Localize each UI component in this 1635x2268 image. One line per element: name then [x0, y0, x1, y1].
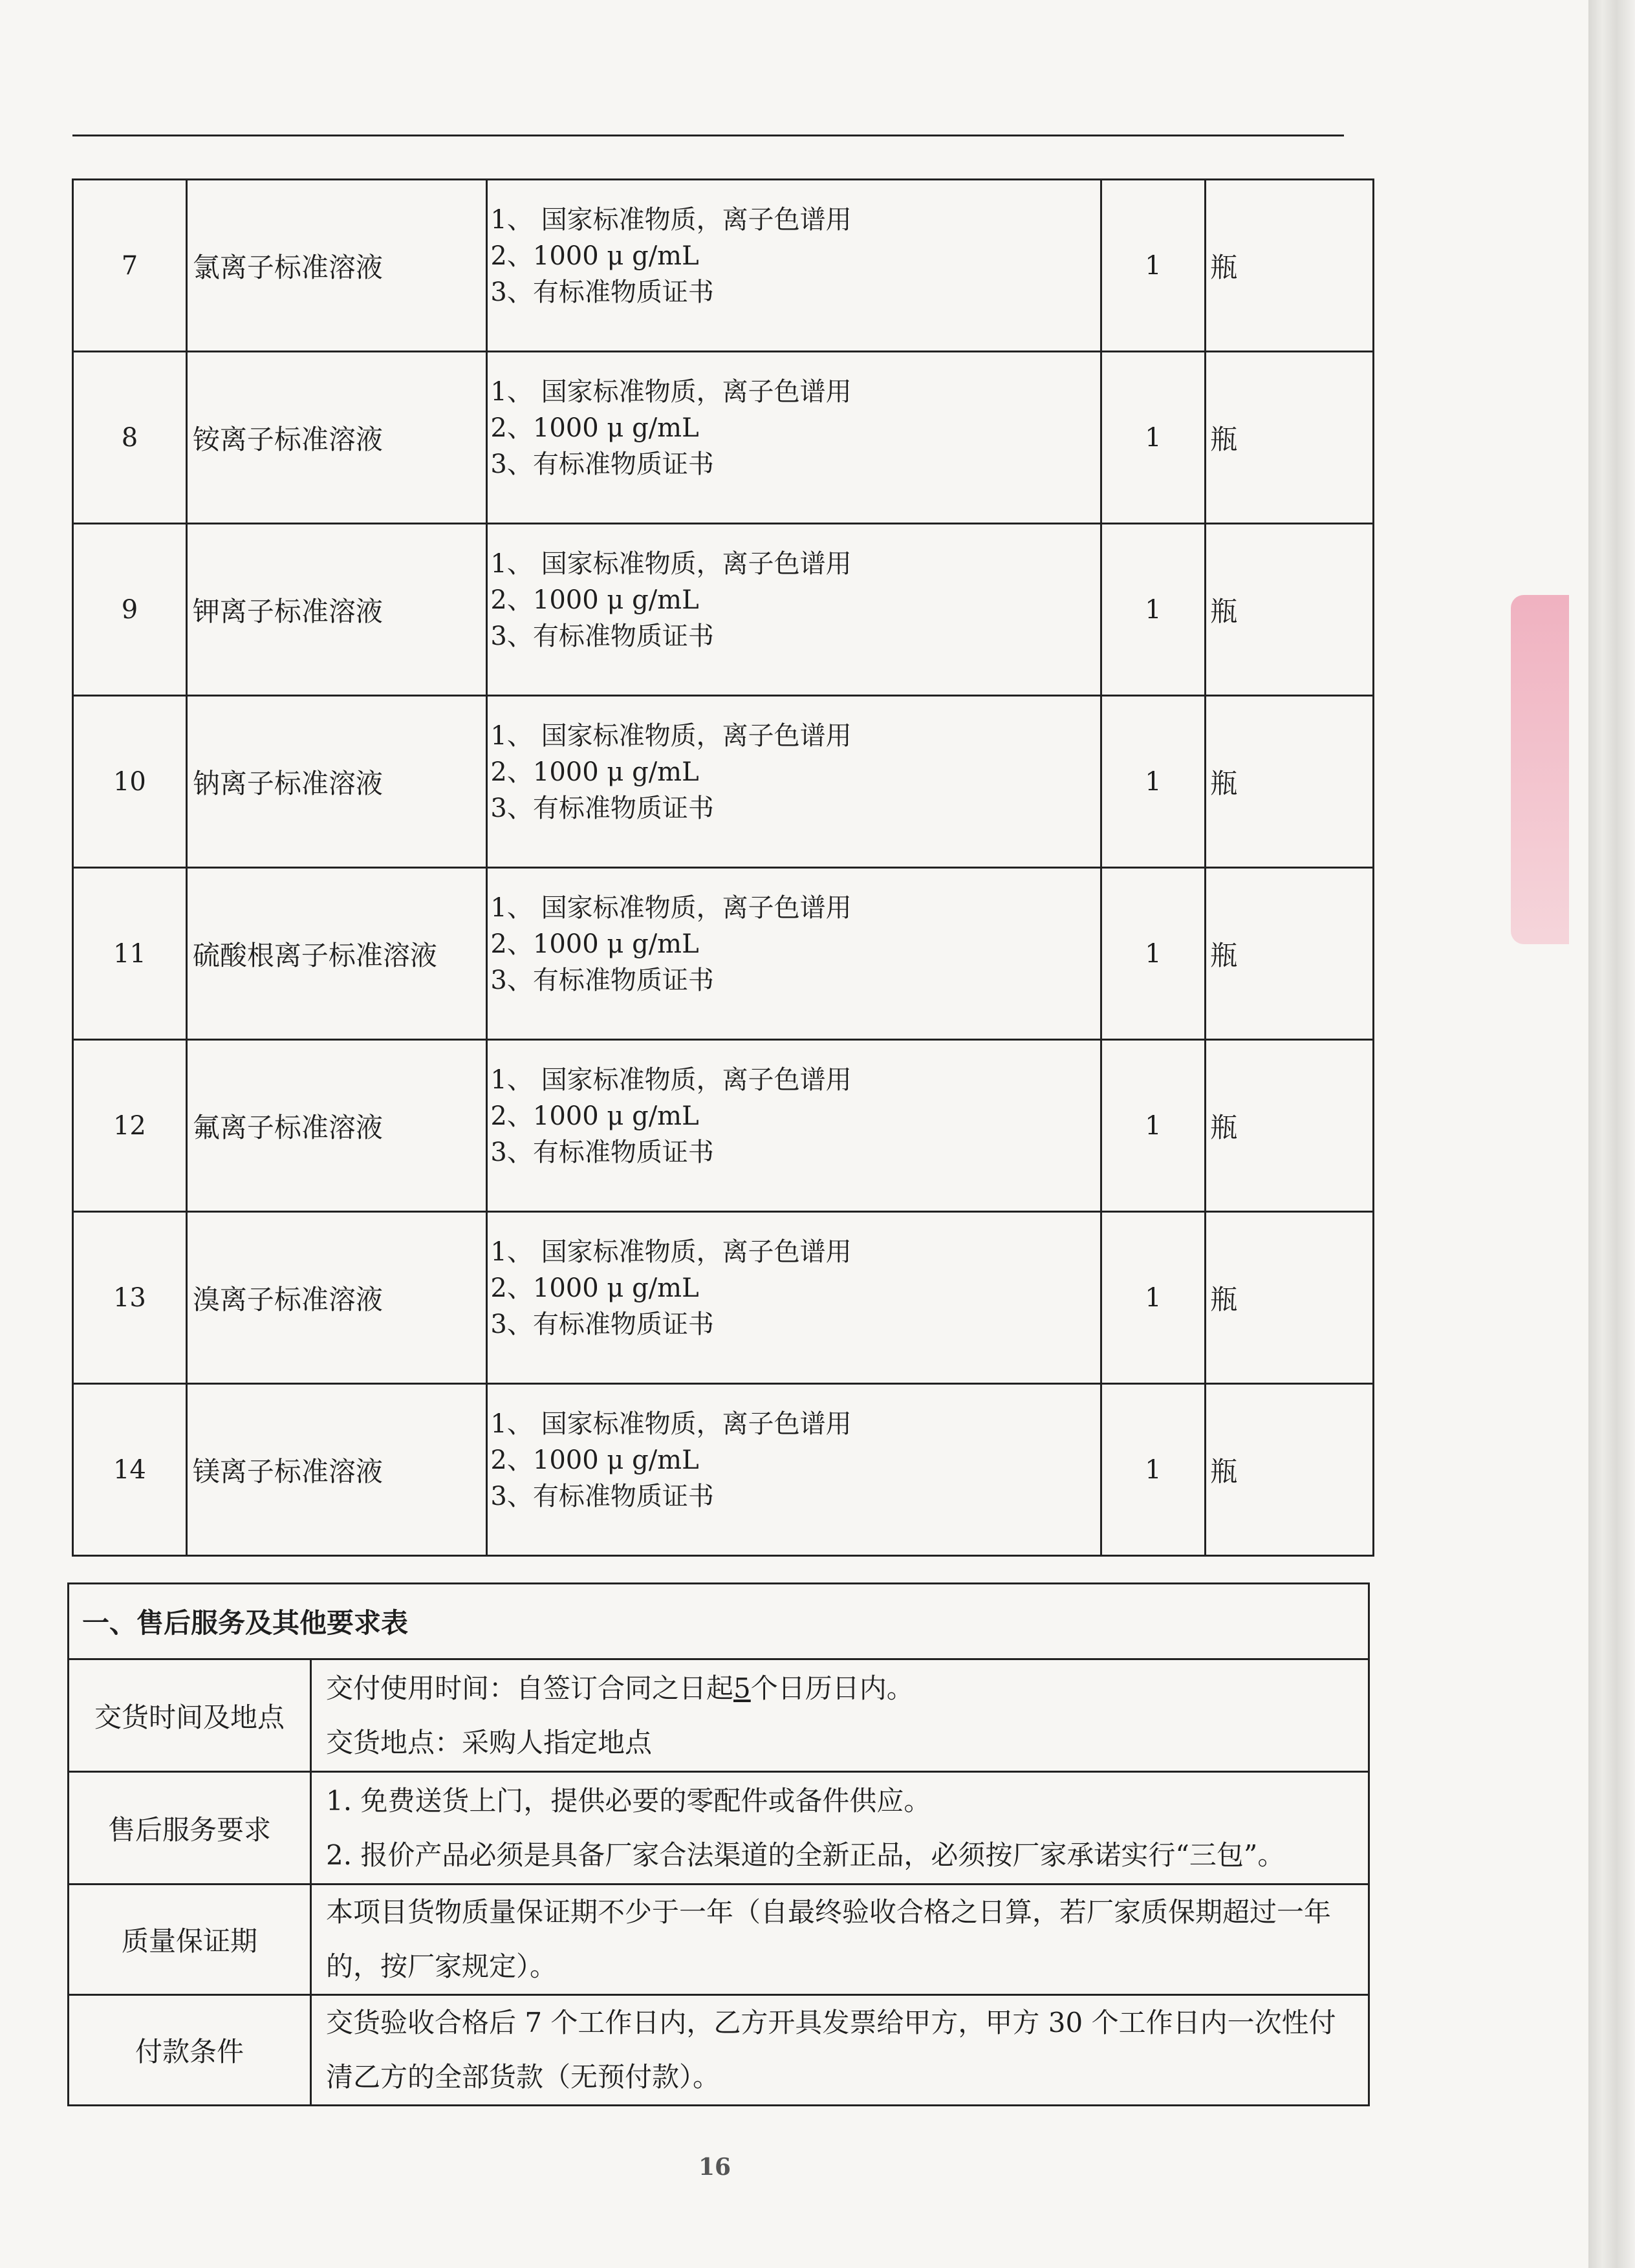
item-quantity: 1	[1101, 1212, 1206, 1384]
item-spec-line: 1、 国家标准物质，离子色谱用	[490, 1237, 852, 1267]
item-spec-line: 3、有标准物质证书	[490, 1309, 714, 1339]
item-spec-line: 1、 国家标准物质，离子色谱用	[490, 548, 852, 579]
item-table	[72, 178, 1374, 1557]
delivery-label: 交货时间及地点	[69, 1659, 311, 1772]
page-edge	[1588, 0, 1635, 2268]
item-spec-line: 1、 国家标准物质，离子色谱用	[490, 1064, 852, 1095]
item-spec	[487, 696, 1101, 868]
item-number: 14	[73, 1384, 187, 1556]
item-spec	[487, 180, 1101, 352]
red-seal-stamp	[1511, 595, 1569, 944]
item-name: 钾离子标准溶液	[186, 524, 487, 696]
item-name: 铵离子标准溶液	[186, 352, 487, 524]
item-spec-line: 3、有标准物质证书	[490, 621, 714, 651]
item-number: 13	[73, 1212, 187, 1384]
item-spec-line: 3、有标准物质证书	[490, 449, 714, 479]
item-spec-line: 3、有标准物质证书	[490, 1137, 714, 1167]
item-spec	[487, 1040, 1101, 1212]
payment-label: 付款条件	[69, 1995, 311, 2106]
item-spec-line: 2、1000 μ g/mL	[490, 1273, 699, 1303]
item-quantity: 1	[1101, 868, 1206, 1040]
item-spec-line: 2、1000 μ g/mL	[490, 929, 699, 959]
item-spec-line: 3、有标准物质证书	[490, 793, 714, 823]
item-number: 11	[73, 868, 187, 1040]
item-row	[73, 524, 1374, 696]
item-unit: 瓶	[1206, 524, 1374, 696]
header-rule	[72, 135, 1344, 136]
item-row	[73, 696, 1374, 868]
item-row	[73, 1212, 1374, 1384]
item-spec-line: 3、有标准物质证书	[490, 965, 714, 995]
item-spec-line: 1、 国家标准物质，离子色谱用	[490, 720, 852, 751]
delivery-value	[311, 1659, 1369, 1772]
item-spec-line: 2、1000 μ g/mL	[490, 1445, 699, 1475]
item-row	[73, 1384, 1374, 1556]
item-spec-line: 3、有标准物质证书	[490, 277, 714, 307]
item-unit: 瓶	[1206, 352, 1374, 524]
item-row	[73, 352, 1374, 524]
item-spec-line: 3、有标准物质证书	[490, 1481, 714, 1511]
delivery-time-line: 交付使用时间：自签订合同之日起5个日历日内。	[326, 1672, 914, 1704]
item-name: 溴离子标准溶液	[186, 1212, 487, 1384]
item-name: 硫酸根离子标准溶液	[186, 868, 487, 1040]
item-spec-line: 1、 国家标准物质，离子色谱用	[490, 1409, 852, 1439]
item-spec	[487, 1212, 1101, 1384]
item-number: 8	[73, 352, 187, 524]
item-number: 12	[73, 1040, 187, 1212]
item-number: 9	[73, 524, 187, 696]
item-row	[73, 868, 1374, 1040]
delivery-days: 5	[733, 1672, 751, 1704]
item-row	[73, 180, 1374, 352]
item-row	[73, 1040, 1374, 1212]
item-spec-line: 1、 国家标准物质，离子色谱用	[490, 204, 852, 235]
service-table-title: 一、售后服务及其他要求表	[69, 1584, 1369, 1659]
item-unit: 瓶	[1206, 180, 1374, 352]
item-number: 10	[73, 696, 187, 868]
item-unit: 瓶	[1206, 1212, 1374, 1384]
payment-value: 交货验收合格后 7 个工作日内，乙方开具发票给甲方，甲方 30 个工作日内一次性付清乙方的全部货款（无预付款）。	[311, 1995, 1369, 2106]
item-spec-line: 2、1000 μ g/mL	[490, 241, 699, 271]
item-name: 镁离子标准溶液	[186, 1384, 487, 1556]
item-spec-line: 1、 国家标准物质，离子色谱用	[490, 376, 852, 407]
item-spec-line: 2、1000 μ g/mL	[490, 413, 699, 443]
delivery-place-line: 交货地点：采购人指定地点	[326, 1726, 653, 1758]
item-name: 氟离子标准溶液	[186, 1040, 487, 1212]
item-spec	[487, 1384, 1101, 1556]
item-spec	[487, 352, 1101, 524]
after-sales-line-2: 2. 报价产品必须是具备厂家合法渠道的全新正品，必须按厂家承诺实行“三包”。	[326, 1839, 1285, 1871]
item-unit: 瓶	[1206, 1040, 1374, 1212]
item-spec-line: 2、1000 μ g/mL	[490, 1101, 699, 1131]
item-quantity: 1	[1101, 524, 1206, 696]
after-sales-line-1: 1. 免费送货上门，提供必要的零配件或备件供应。	[326, 1784, 931, 1817]
page-number: 16	[698, 2154, 731, 2181]
item-spec-line: 1、 国家标准物质，离子色谱用	[490, 892, 852, 923]
item-spec	[487, 868, 1101, 1040]
item-quantity: 1	[1101, 1384, 1206, 1556]
item-name: 钠离子标准溶液	[186, 696, 487, 868]
item-quantity: 1	[1101, 696, 1206, 868]
item-unit: 瓶	[1206, 1384, 1374, 1556]
item-name: 氯离子标准溶液	[186, 180, 487, 352]
item-quantity: 1	[1101, 352, 1206, 524]
item-quantity: 1	[1101, 1040, 1206, 1212]
after-sales-label: 售后服务要求	[69, 1772, 311, 1885]
item-spec-line: 2、1000 μ g/mL	[490, 585, 699, 615]
item-spec-line: 2、1000 μ g/mL	[490, 757, 699, 787]
item-unit: 瓶	[1206, 696, 1374, 868]
item-quantity: 1	[1101, 180, 1206, 352]
warranty-value: 本项目货物质量保证期不少于一年（自最终验收合格之日算，若厂家质保期超过一年的，按厂家规定）。	[311, 1885, 1369, 1995]
service-table	[67, 1582, 1370, 2106]
item-number: 7	[73, 180, 187, 352]
warranty-label: 质量保证期	[69, 1885, 311, 1995]
after-sales-value	[311, 1772, 1369, 1885]
item-unit: 瓶	[1206, 868, 1374, 1040]
item-spec	[487, 524, 1101, 696]
